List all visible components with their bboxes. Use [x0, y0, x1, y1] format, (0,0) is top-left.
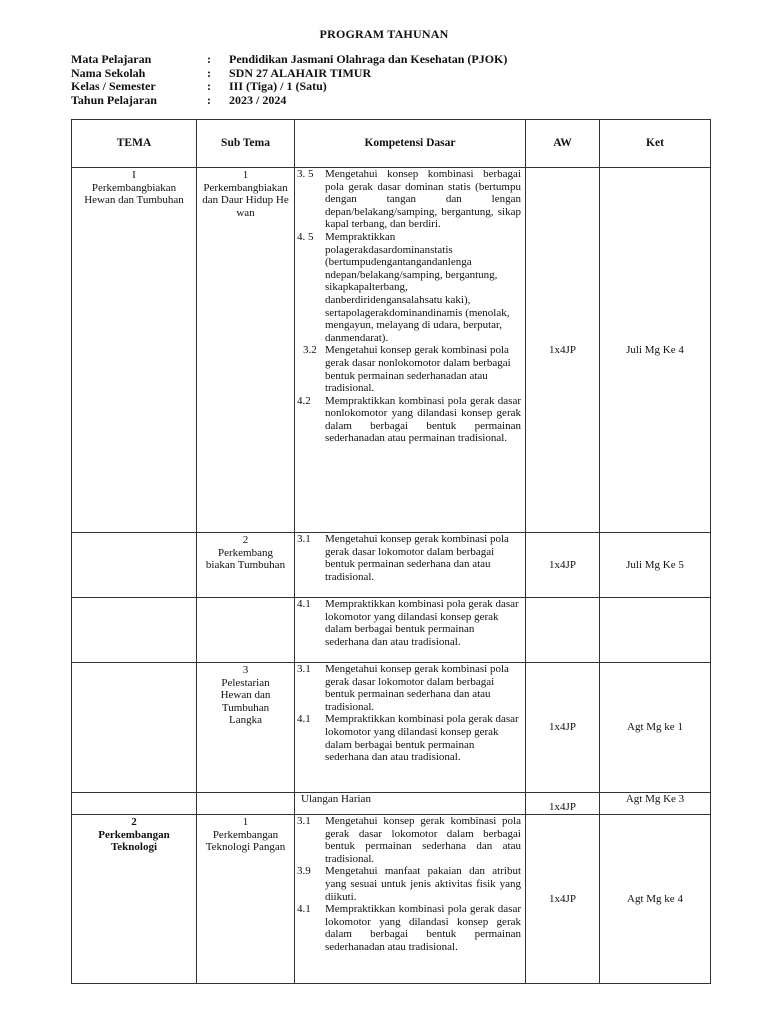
kd-text: Mengetahui manfaat pakaian dan atribut yang sesuai untuk jenis aktivitas fisik yang diikuti.	[325, 865, 521, 903]
tema-number: 2	[131, 816, 137, 828]
kd-number: 3.1	[297, 663, 311, 675]
meta-label: Mata Pelajaran	[71, 52, 152, 66]
tema-cell	[72, 663, 197, 793]
meta-label: Tahun Pelajaran	[71, 92, 157, 107]
meta-value: Pendidikan Jasmani Olahraga dan Kesehatan (PJOK)	[229, 52, 508, 66]
meta-value: SDN 27 ALAHAIR TIMUR	[229, 65, 372, 80]
subtema-number: 2	[242, 534, 249, 546]
meta-value: III (Tiga) / 1 (Satu)	[229, 79, 327, 93]
meta-row-subject	[71, 53, 507, 67]
tema-name: Perkembangbiakan Hewan dan Tumbuhan	[84, 181, 184, 207]
kd-item	[295, 865, 525, 903]
aw-cell: 1x4JP	[526, 663, 600, 793]
tema-cell	[72, 793, 197, 815]
kd-text: Mempraktikkan kombinasi pola gerak dasar nonlokomotor yang dilandasi konsep gerak dalam berbagai bentuk permainan sederhanadan atau permainan tradisional.	[325, 394, 521, 445]
kd-number: 4.1	[297, 903, 311, 916]
kd-item	[295, 344, 525, 394]
kd-text: Mengetahui konsep gerak kombinasi pola gerak dasar nonlokomotor dalam berbagai bentuk permainan sederhanadan atau tradisional.	[325, 344, 511, 395]
subtema-cell	[197, 533, 295, 598]
kd-number: 3.2	[303, 344, 317, 357]
meta-row-school	[71, 67, 507, 81]
kd-text: Mengetahui konsep gerak kombinasi pola gerak dasar lokomotor dalam berbagai bentuk permainan sederhana dan atau tradisional.	[325, 533, 509, 583]
subtema-name: Perkembangbiakan dan Daur Hidup Hewan	[202, 181, 289, 219]
header-aw: AW	[526, 120, 600, 168]
kd-text: Mengetahui konsep gerak kombinasi pola gerak dasar lokomotor dalam berbagai bentuk permainan sederhana dan atau tradisional.	[325, 663, 509, 713]
meta-colon: :	[207, 52, 211, 66]
table-row	[72, 663, 711, 793]
ket-cell: Juli Mg Ke 5	[600, 533, 711, 598]
subtema-cell	[197, 598, 295, 663]
kd-number: 3.1	[297, 815, 311, 827]
table-row	[72, 598, 711, 663]
subtema-cell	[197, 663, 295, 793]
kd-text: Mengetahui konsep kombinasi berbagai pola gerak dasar dominan statis (bertumpu dengan tangan dan lengan depan/belakang/samping, bergantung, sikap kapal terbang, dan berdiri.	[325, 168, 521, 231]
kd-text: Mempraktikkan kombinasi pola gerak dasar lokomotor yang dilandasi konsep gerak dalam berbagai bentuk permainan sederhana dan atau tradisional.	[325, 713, 519, 764]
header-subtema: Sub Tema	[197, 120, 295, 168]
subtema-name: Perkembangan Teknologi Pangan	[205, 828, 286, 854]
subtema-number: 1	[242, 169, 249, 181]
tema-cell	[72, 533, 197, 598]
tema-number: I	[132, 169, 136, 181]
subtema-cell	[197, 168, 295, 533]
kd-text: Mengetahui konsep gerak kombinasi pola gerak dasar lokomotor dalam berbagai bentuk permainan sederhana dan atau tradisional.	[325, 815, 521, 865]
meta-value: 2023 / 2024	[229, 92, 287, 107]
kd-text: Mempraktikkan kombinasi pola gerak dasar lokomotor yang dilandasi konsep gerak dalam berbagai bentuk permainan sederhana dan atau tradisional.	[325, 598, 519, 648]
kd-number: 3.9	[297, 865, 311, 878]
ket-cell: Juli Mg Ke 4	[600, 168, 711, 533]
table-row	[72, 168, 711, 533]
header-kd: Kompetensi Dasar	[295, 120, 526, 168]
kd-cell	[295, 598, 526, 663]
meta-block	[71, 53, 507, 107]
ket-cell: Agt Mg ke 4	[600, 815, 711, 984]
tema-cell	[72, 815, 197, 984]
header-ket: Ket	[600, 120, 711, 168]
kd-item	[295, 663, 525, 713]
kd-item	[295, 168, 525, 231]
subtema-number: 1	[242, 816, 249, 828]
kd-item	[295, 231, 525, 344]
kd-item	[295, 903, 525, 953]
tema-cell	[72, 598, 197, 663]
kd-item	[295, 815, 525, 865]
tema-name: Perkembangan Teknologi	[98, 828, 170, 854]
kd-item	[295, 598, 525, 648]
aw-cell: 1x4JP	[526, 533, 600, 598]
kd-text: Mempraktikkan polagerakdasardominanstatis (bertumpudengantangandanlenga ndepan/belakang/samping, bergantung, sikapkapalterbang, danberdiridengansalahsatu kaki), sertapolagerakdominandinamis (menolak, mengayun, melayang di udara, berputar, danmendarat).	[325, 230, 510, 344]
meta-colon: :	[207, 65, 211, 80]
kd-item	[295, 533, 525, 583]
table-row	[72, 533, 711, 598]
kd-number: 3.1	[297, 533, 311, 545]
table-header-row	[72, 120, 711, 168]
subtema-name: Perkembang biakan Tumbuhan	[205, 546, 286, 572]
aw-cell	[526, 598, 600, 663]
ket-cell	[600, 598, 711, 663]
kd-cell	[295, 663, 526, 793]
subtema-cell	[197, 793, 295, 815]
meta-label: Nama Sekolah	[71, 65, 146, 80]
subtema-cell	[197, 815, 295, 984]
kd-number: 4.1	[297, 598, 311, 610]
kd-number: 4.1	[297, 713, 311, 726]
kd-number: 4.2	[297, 394, 311, 407]
aw-cell: 1x4JP	[526, 815, 600, 984]
ulangan-harian-cell: Ulangan Harian	[295, 793, 526, 815]
kd-number: 4. 5	[297, 230, 314, 243]
meta-colon: :	[207, 79, 211, 93]
header-tema: TEMA	[72, 120, 197, 168]
tema-cell	[72, 168, 197, 533]
ket-cell: Agt Mg ke 1	[600, 663, 711, 793]
meta-row-class	[71, 80, 507, 94]
aw-cell: 1x4JP	[526, 793, 600, 815]
table-row	[72, 815, 711, 984]
kd-cell	[295, 815, 526, 984]
meta-row-year	[71, 94, 507, 108]
document-title: PROGRAM TAHUNAN	[319, 27, 449, 41]
aw-cell: 1x4JP	[526, 168, 600, 533]
ket-cell: Agt Mg Ke 3	[600, 793, 711, 815]
kd-text: Mempraktikkan kombinasi pola gerak dasar lokomotor yang dilandasi konsep gerak dalam berbagai bentuk permainan sederhanadan atau tradisional.	[325, 903, 521, 953]
kd-cell	[295, 168, 526, 533]
kd-number: 3. 5	[297, 168, 314, 180]
meta-label: Kelas / Semester	[71, 79, 156, 93]
kd-item	[295, 395, 525, 445]
table-row	[72, 793, 711, 815]
program-table	[71, 119, 711, 984]
subtema-number: 3	[242, 664, 249, 676]
kd-cell	[295, 533, 526, 598]
kd-item	[295, 713, 525, 763]
subtema-name: Pelestarian Hewan dan Tumbuhan Langka	[220, 676, 271, 727]
meta-colon: :	[207, 92, 211, 107]
